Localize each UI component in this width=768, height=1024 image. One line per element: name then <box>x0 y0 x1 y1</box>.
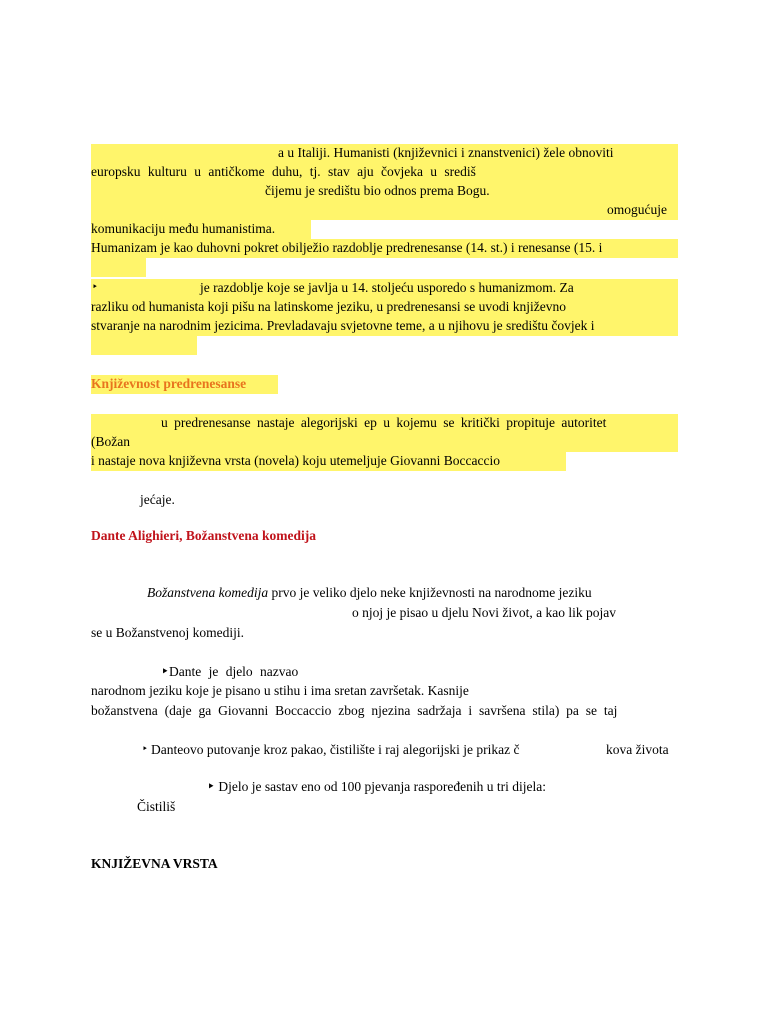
paragraph-line: ‣ Djelo je sastav eno od 100 pjevanja raspoređenih u tri dijela: <box>207 779 546 794</box>
section-heading: Književnost predrenesanse <box>91 376 247 391</box>
work-title: Božanstvena komedija <box>147 585 269 600</box>
paragraph-line: i nastaje nova književna vrsta (novela) koju utemeljuje Giovanni Boccaccio <box>91 453 500 468</box>
paragraph-line: a u Italiji. Humanisti (književnici i znanstvenici) žele obnoviti <box>278 145 614 160</box>
paragraph-line: u predrenesanse nastaje alegorijski ep u kojemu se kritički propituje autoritet <box>161 415 607 430</box>
paragraph-line: kova života <box>606 742 669 757</box>
paragraph-line <box>147 584 592 602</box>
paragraph-line: komunikaciju među humanistima. <box>91 221 276 236</box>
paragraph-line: božanstvena (daje ga Giovanni Boccaccio zbog njezina sadržaja i savršena stila) pa se taj <box>91 703 618 718</box>
bullet-icon: ‣ <box>92 282 98 293</box>
paragraph-line: narodnom jeziku koje je pisano u stihu i ima sretan završetak. Kasnije <box>91 683 469 698</box>
paragraph-line: je razdoblje koje se javlja u 14. stoljeću usporedo s humanizmom. Za <box>200 280 574 295</box>
paragraph-line: Humanizam je kao duhovni pokret obilježio razdoblje predrenesanse (14. st.) i renesanse (15. i <box>91 240 603 255</box>
paragraph-line: jećaje. <box>140 492 175 507</box>
paragraph-line: europsku kulturu u antičkome duhu, tj. stav aju čovjeka u središ <box>91 164 476 179</box>
bullet-icon: ‣ <box>142 744 148 755</box>
paragraph-line: stvaranje na narodnim jezicima. Prevladavaju svjetovne teme, a u njihovu je središtu čovjek i <box>91 318 595 333</box>
paragraph-line: o njoj je pisao u djelu Novi život, a kao lik pojav <box>352 605 616 620</box>
paragraph-line: omogućuje <box>607 202 667 217</box>
highlight-band <box>91 201 678 220</box>
paragraph-line: razliku od humanista koji pišu na latinskome jeziku, u predrenesansi se uvodi književno <box>91 299 567 314</box>
section-heading: KNJIŽEVNA VRSTA <box>91 856 218 871</box>
paragraph-text: prvo je veliko djelo neke književnosti na narodnome jeziku <box>268 585 592 600</box>
paragraph-line: se u Božanstvenoj komediji. <box>91 625 244 640</box>
paragraph-line: ‣Dante je djelo nazvao <box>161 664 299 679</box>
section-heading: Dante Alighieri, Božanstvena komedija <box>91 528 316 543</box>
highlight-band <box>91 433 678 452</box>
highlight-band <box>91 336 197 355</box>
paragraph-line: (Božan <box>91 434 130 449</box>
paragraph-line: Danteovo putovanje kroz pakao, čistilište i raj alegorijski je prikaz č <box>151 742 520 757</box>
paragraph-line: čijemu je središtu bio odnos prema Bogu. <box>265 183 490 198</box>
paragraph-line: Čistiliš <box>137 799 176 814</box>
highlight-band <box>91 258 146 277</box>
